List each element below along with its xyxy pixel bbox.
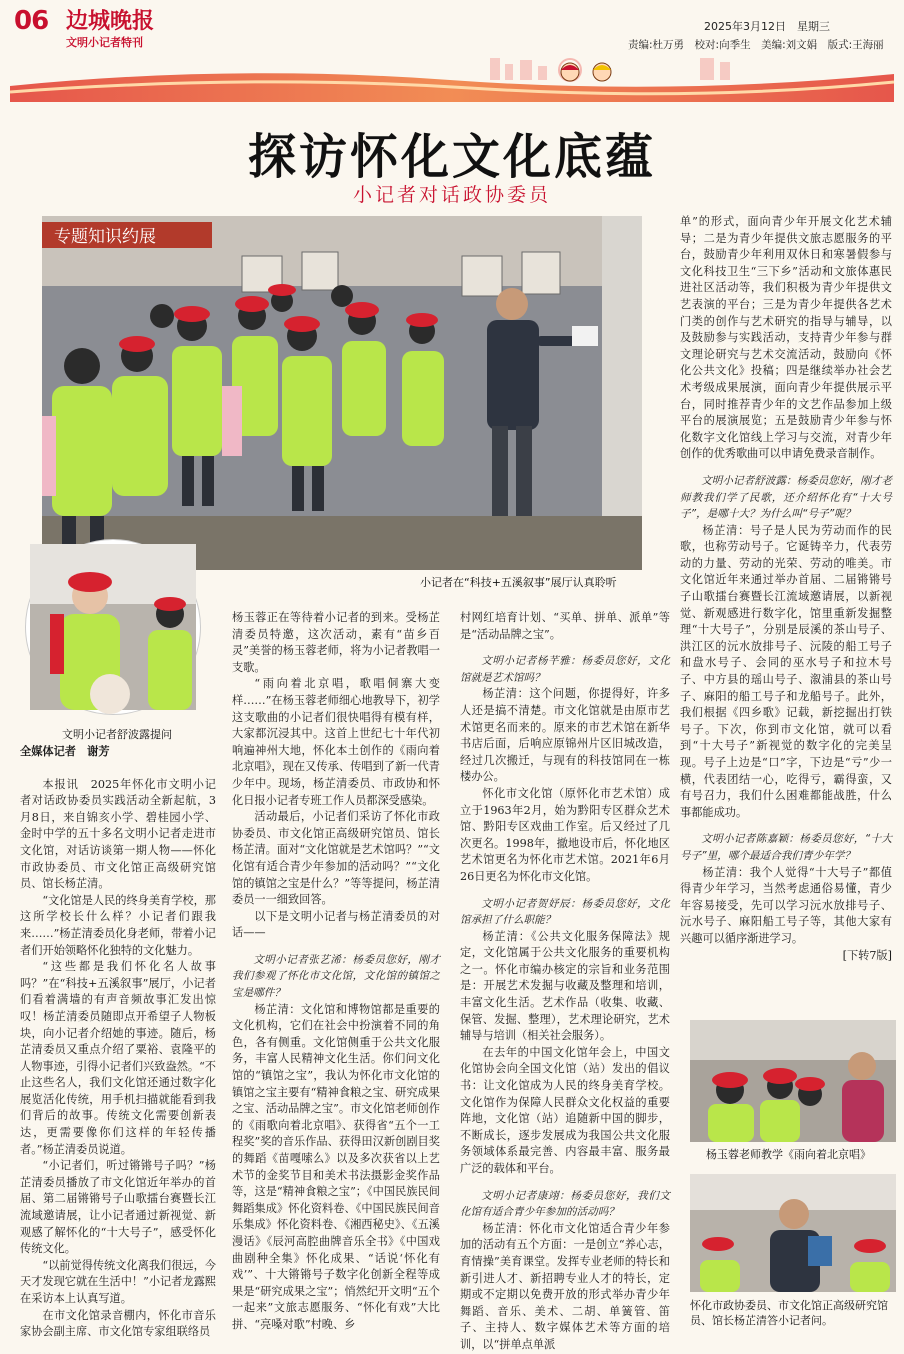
member-photo [690,1174,896,1292]
column-3 [460,610,670,1351]
header-banner [10,56,894,102]
circle-photo-caption: 文明小记者舒波露提问 [62,728,172,741]
byline: 全媒体记者 谢芳 [20,745,110,758]
circle-photo [26,540,200,714]
reporter-question: 文明小记者康翊：杨委员您好，我们文化馆有适合青少年参加的活动吗？ [460,1189,670,1219]
reporter-question: 文明小记者舒波露：杨委员您好，刚才老师教我们学了民歌，还介绍怀化有“十大号子”，是哪十大？为什么叫“号子”呢？ [680,474,892,521]
exhibit-sign: 专题知识约展 [54,227,156,247]
paragraph: 杨芷清：号子是人民为劳动而作的民歌，也称劳动号子。它诞铸辛力，代表劳动的力量、劳动的光荣、劳动的唯美。市文化馆近年来通过举办首届、二届锵锵号子山歌擂台赛暨长江流域邀请展，以新视觉、新观感进行数字化，馆里重新发掘整理“十大号子”，分别是辰溪的茶山号子、洪江区的沅水放排号子、沅陵的船工号子和盘水号子、会同的巫水号子和拉木号子、中方县的瑶山号子、溆浦县的茶山号子、麻阳的船工号子和龙船号子。此外，我们根据《四乡歌》记载，新挖掘出打铁号子。下次，你到市文化馆，就可以看到“十大号子”新视觉的数字化的完美呈现。号子上边是“口”字，下边是“亏”少一横，代表团结一心，吃得亏，霸得蛮，又有号召力，我们什么困难都能战胜，什么事都能成功。 [680,523,892,819]
paragraph: “这些都是我们怀化名人故事吗？”在“科技+五溪叙事”展厅，小记者们看着满墙的有声音频故事汇发出惊叹！杨芷清委员随即点开希望子人物板块，向小记者介绍她的事迹。随后，杨芷清委员又重点介绍了粟裕、袁隆平的人物事迹，引得小记者们兴致盎然。“不止这些名人，我们文化馆还通过数字化展览活化传统，用手机扫描就能看到我们背后的故事。传统文化需要创新表达，更需要像你们这样的年轻传播者。”杨芷清委员说道。 [20,960,216,1156]
paragraph: 单”的形式，面向青少年开展文化艺术辅导；二是为青少年提供文旅志愿服务的平台，鼓励青少年利用双休日和寒暑假参与文化科技卫生“三下乡”活动和文旅体惠民进社区活动等，我们积极为青少年提供文艺表演的平台；三是为青少年提供各艺术门类的创作与艺术研究的指导与辅导，以及鼓励参与实践活动，支持青少年参与群文理论研究与艺术交流活动，鼓励向《怀化公共文化》投稿；四是继续举办社会艺术考级成果展演，面向青少年提供展示平台，同时推荐青少年的文艺作品参加上级平台的展演展览；五是鼓励青少年参与怀化数字文化馆线上学习与交流，对青少年创作的优秀歌曲可以申请免费录音制作。 [680,215,892,461]
paragraph: 在市文化馆录音棚内，怀化市音乐家协会副主席、市文化馆专家组联络员 [20,1308,216,1339]
paragraph: “文化馆是人民的终身美育学校，那这所学校长什么样？小记者们跟我来……”杨芷清委员化身老师，带着小记者们开始领略怀化独特的文化魅力。 [20,893,216,957]
paragraph: 村网红培育计划、“买单、拼单、派单”等是“活动品牌之宝”。 [460,611,670,641]
paragraph: 杨芷清：这个问题，你提得好，许多人还是搞不清楚。市文化馆就是由原市艺术馆更名而来的。原来的市艺术馆在新华书店后面，后响应原锦州片区旧城改造，经过几次搬迁，与现有的科技馆同在一栋楼办公。 [460,687,670,784]
reporter-question: 文明小记者陈嘉颖：杨委员您好，“十大号子”里，哪个最适合我们青少年学？ [680,833,892,862]
reporter-question: 文明小记者贺妤辰：杨委员您好，文化馆承担了什么职能？ [460,897,670,927]
article-subtitle: 小记者对话政协委员 [352,184,551,206]
page-number: 06 [14,6,49,36]
paragraph: 杨芷清：怀化市文化馆适合青少年参加的活动有五个方面：一是创立“养心志，育情操”美育课堂。发挥专业老师的特长和新引进人才、新招聘专业人才的特长，定期或不定期以免费开放的形式举办青少年舞蹈、音乐、美术、二胡、单簧管、笛子、主持人、数字媒体艺术等方面的培训，以“拼单点单派 [460,1221,670,1351]
paragraph: 杨玉蓉正在等待着小记者的到来。受杨芷清委员特邀，这次活动，素有“苗乡百灵”美誉的杨玉蓉老师，将为小记者教唱一支歌。 [232,611,440,674]
main-photo-caption: 小记者在“科技+五溪叙事”展厅认真聆听 [420,576,617,589]
column-1 [20,744,216,1339]
editor-credits: 责编:杜万勇 校对:向季生 美编:刘文娟 版式:王海丽 [628,39,884,51]
paragraph: 在去年的中国文化馆年会上，中国文化馆协会向全国文化馆（站）发出的倡议书：让文化馆成为人民的终身美育学校。文化馆作为保障人民群众文化权益的重要阵地，文化馆（站）追随新中国的脚步，不断成长，逐步发展成为我国公共文化服务领域体系最完善、内容最丰富、服务最广泛的载体和平台。 [460,1045,670,1175]
paragraph: 以下是文明小记者与杨芷清委员的对话—— [232,909,440,940]
continued-note: [下转7版] [842,948,892,962]
reporter-question: 文明小记者张艺浠：杨委员您好，刚才我们参观了怀化市文化馆，文化馆的镇馆之宝是哪件？ [232,953,440,1000]
paragraph: 杨芷清：《公共文化服务保障法》规定，文化馆属于公共文化服务的重要机构之一。怀化市编办核定的宗旨和业务范围是：开展艺术发掘与收藏及整理和培训，丰富文化生活。艺术作品（收集、收藏、保管、发掘、整理），艺术理论研究，艺术辅导与培训（相关社会服务）。 [460,929,670,1043]
issue-date: 2025年3月12日 星期三 [704,20,830,33]
special-issue-label: 文明小记者特刊 [66,36,143,49]
paragraph: “雨向着北京唱，歌唱侗寨大变样……”在杨玉蓉老师细心地教导下，初学这支歌曲的小记者们很快唱得有模有样，大家都沉浸其中。这首上世纪七十年代初响遍神州大地，怀化本土创作的《雨向着北京唱》，现在又传承、传唱到了新一代青少年中。现场，杨芷清委员、市政协和怀化日报小记者专班工作人员都深受感染。 [232,677,440,807]
main-photo [42,216,642,570]
newspaper-brand: 边城晚报 [66,8,155,34]
cartoon-kids-icon [561,63,611,81]
teacher-photo [690,1020,896,1142]
reporter-question: 文明小记者杨芊雅：杨委员您好，文化馆就是艺术馆吗？ [460,655,670,684]
column-4 [680,214,892,1012]
paragraph: “小记者们，听过锵锵号子吗？”杨芷清委员播放了市文化馆近年举办的首届、第二届锵锵号子山歌擂台赛暨长江流域邀请展，让小记者通过新视觉、新观感了解怀化的“十大号子”，感受怀化传统文化。 [20,1159,216,1256]
member-photo-caption: 怀化市政协委员、市文化馆正高级研究馆员、馆长杨芷清答小记者问。 [690,1299,888,1327]
teacher-photo-caption: 杨玉蓉老师教学《雨向着北京唱》 [706,1148,871,1161]
paragraph: 怀化市文化馆（原怀化市艺术馆）成立于1963年2月，始为黔阳专区群众艺术馆、黔阳专区戏曲工作室。后又经过了几次更名。1998年，撤地设市后，怀化地区艺术馆更名为怀化市艺术馆。2021年6月26日更名为怀化市文化馆。 [460,786,670,883]
paragraph: 活动最后，小记者们采访了怀化市政协委员、市文化馆正高级研究馆员、馆长杨芷清。面对“文化馆就是艺术馆吗？”“文化馆有适合青少年参加的活动吗？”“文化馆的镇馆之宝是什么？”等等提问，杨芷清委员一一细致回答。 [232,810,440,907]
column-2 [232,610,440,1334]
article-title: 探访怀化文化底蕴 [247,129,656,185]
paragraph: 本报讯 2025年怀化市文明小记者对话政协委员实践活动全新起航，3月8日，来自锦亥小学、碧桂园小学、金时中学的五十多名文明小记者走进市文化馆，对话访谈第一期人物——怀化市政协委员、市文化馆正高级研究馆员、馆长杨芷清。 [20,777,216,891]
paragraph: “以前觉得传统文化离我们很远，今天才发现它就在生活中！”小记者龙露熙在采访本上认真写道。 [20,1258,216,1305]
paragraph: 杨芷清：我个人觉得“十大号子”都值得青少年学习，当然考虑通俗易懂，青少年容易接受，先可以学习沅水放排号子、沅水号子、麻阳船工号子等，其他大家有兴趣可以循序渐进学习。 [680,865,892,945]
paragraph: 杨芷清：文化馆和博物馆都是重要的文化机构，它们在社会中扮演着不同的角色，各有侧重。文化馆侧重于公共文化服务，丰富人民精神文化生活。你们问文化馆的“镇馆之宝”，我认为怀化市文化馆的镇馆之宝主要有“精神食粮之宝、研究成果之宝、活动品牌之宝”。市文化馆老师创作的《雨歌向着北京唱》、获得省“五个一工程奖”奖的音乐作品、获得田汉新创剧目奖的舞蹈《苗嘎嗦么》以及多次获省以上艺术节的金奖节目和美术书法摄影金奖作品等，这是“精神食粮之宝”；《中国民族民间舞蹈集成》怀化资料卷、《中国民族民间音乐集成》怀化资料卷、《湘西秘史》、《五溪漫话》《辰河高腔曲牌音乐全书》《中国戏曲剧种全集》怀化成果、“话说‘怀化有戏’”、十大锵锵号子数字化创新全程等成果是“研究成果之宝”；悄然纪开文明“五个一起来”文旅志愿服务、“怀化有戏”大比拼、“亮嗓对歌”村晚、乡 [232,1002,440,1331]
